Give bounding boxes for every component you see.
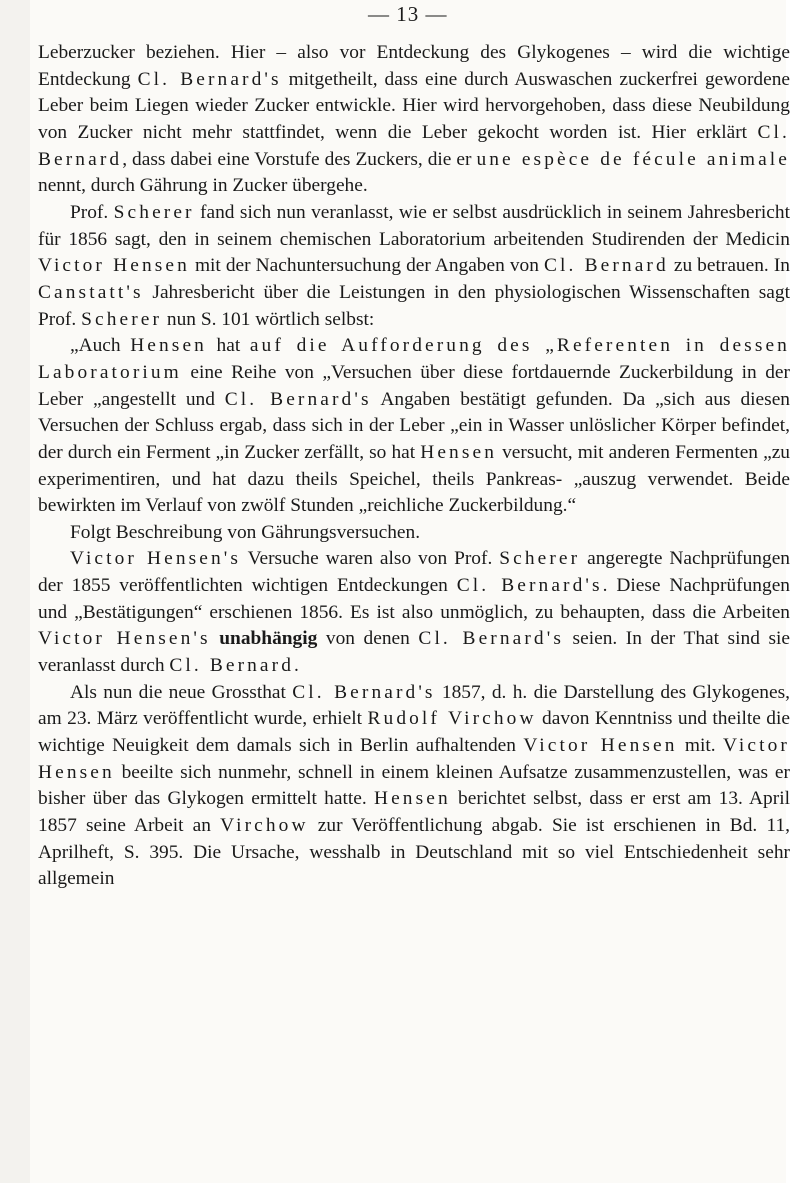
text-run: mit der Nachuntersuchung der Angaben von [189,255,544,277]
paragraph-4 [38,520,790,547]
text-run: Angaben bestätigt gefunden. Da „sich aus diesen Versuchen der Schluss ergab, dass sich in der Leber „ein in Wasser unlöslicher Körper befindet, der durch ein Ferment „in Zucker zerfällt, so hat [38,388,790,463]
text-run: . [294,655,299,677]
spaced-name: Victor Hensen [38,735,790,783]
text-run: berichtet selbst, dass er erst am 13. April 1857 seine Arbeit an [38,788,790,837]
scan-margin [0,0,30,1183]
bold-text: unabhängig [219,628,318,650]
text-run: . Diese Nachprüfungen und „Bestätigungen“ erschienen 1856. Es ist also unmöglich, zu behaupten, dass die Arbeiten [38,575,791,623]
spaced-name: Victor Hensen's [38,628,211,650]
spaced-name: Scherer [499,548,581,570]
spaced-name: Victor Hensen [38,255,190,277]
spaced-name: Canstatt's [38,281,144,303]
spaced-name: Hensen [420,441,497,463]
book-page [30,0,791,1183]
text-run [211,628,220,649]
spaced-name: Cl. Bernard's [224,388,372,410]
spaced-name: Cl. Bernard [169,655,295,677]
text-run: hat [206,335,250,357]
text-run: , dass dabei eine Vorstufe des Zuckers, die er [122,148,477,170]
text-run: beeilte sich nunmehr, schnell in einem kleinen Aufsatze zusammenzustellen, was er bisher über das Glykogen ermittelt hatte. [38,761,790,810]
spaced-name: Cl. Bernard [543,255,669,277]
spaced-name: une espèce de fécule animale [476,148,790,170]
spaced-name: Victor Hensen's [70,548,242,570]
text-run: Prof. [70,201,114,223]
text-run: Als nun die neue Grossthat [70,681,293,703]
text-run: Leberzucker beziehen. Hier – also vor Entdeckung des Glykogenes – wird die wichtige Entdeckung [38,42,790,90]
paragraph-5 [38,546,790,679]
text-run: mit. [677,735,723,757]
text-run: eine Reihe von „Versuchen über diese fortdauernde Zuckerbildung in der Leber „angestellt und [38,361,790,410]
text-run: Jahresbericht über die Leistungen in den physiologischen Wissenschaften sagt Prof. [38,281,790,330]
text-run: seien. In der That sind sie veranlasst durch [38,628,790,677]
spaced-name: Hensen [130,335,207,357]
paragraph-3-quotation [38,333,790,520]
page-number: — 13 — [368,2,448,26]
spaced-name: Hensen [373,788,451,810]
text-run: 1857, d. h. die Darstellung des Glykogenes, am 23. März veröffentlicht wurde, erhielt [38,681,790,730]
spaced-name: Cl. Bernard's [292,681,436,703]
text-run: mitgetheilt, dass eine durch Auswaschen zuckerfrei gewordene Leber beim Liegen wieder Zucker entwickle. Hier wird hervorgehoben, dass diese Neubildung von Zucker nicht mehr stattfindet, wenn die Leber gekocht worden ist. Hier erklärt [38,68,791,143]
text-run: Folgt Beschreibung von Gährungsversuchen. [70,521,421,543]
paragraph-6 [38,680,790,893]
spaced-name: Virchow [220,815,309,837]
text-run: fand sich nun veranlasst, wie er selbst ausdrücklich in seinem Jahresbericht für 1856 sagt, den in seinem chemischen Laboratorium arbeitenden Studirenden der Medicin [38,201,790,250]
text-run: „Auch [70,335,131,357]
text-run: zur Veröffentlichung abgab. Sie ist erschienen in Bd. 11, Aprilheft, S. 395. Die Ursache, wesshalb in Deutschland mit so viel Entschiedenheit sehr allgemein [38,815,790,890]
spaced-name: Cl. Bernard's [456,575,603,597]
spaced-name: auf die Aufforderung des „Referenten in dessen Laboratorium [38,335,790,383]
spaced-name: Scherer [81,308,163,330]
text-run: zu betrauen. In [668,255,790,277]
text-run: nun S. 101 wörtlich selbst: [162,308,375,330]
body-text [38,40,790,893]
spaced-name: Cl. Bernard's [418,628,564,650]
spaced-name: Cl. Bernard's [137,68,282,90]
text-run: angeregte Nachprüfungen der 1855 veröffentlichten wichtigen Entdeckungen [38,548,790,597]
text-run: Versuche waren also von Prof. [241,548,500,570]
text-run: versucht, mit anderen Fermenten „zu experimentiren, und hat dazu theils Speichel, theils Pankreas- „auszug verwendet. Beide bewirkten im Verlauf von zwölf Stunden „reichliche Zuckerbildung.“ [38,441,790,517]
text-run: von denen [317,628,419,650]
paragraph-1 [38,40,790,200]
text-run: davon Kenntniss und theilte die wichtige Neuigkeit dem damals sich in Berlin aufhaltenden [38,708,790,757]
paragraph-2 [38,200,790,333]
spaced-name: Scherer [113,201,195,223]
spaced-name: Rudolf Virchow [367,708,537,730]
spaced-name: Victor Hensen [523,735,678,757]
text-run: nennt, durch Gährung in Zucker übergehe. [38,175,368,197]
spaced-name: Cl. Bernard [38,121,790,170]
